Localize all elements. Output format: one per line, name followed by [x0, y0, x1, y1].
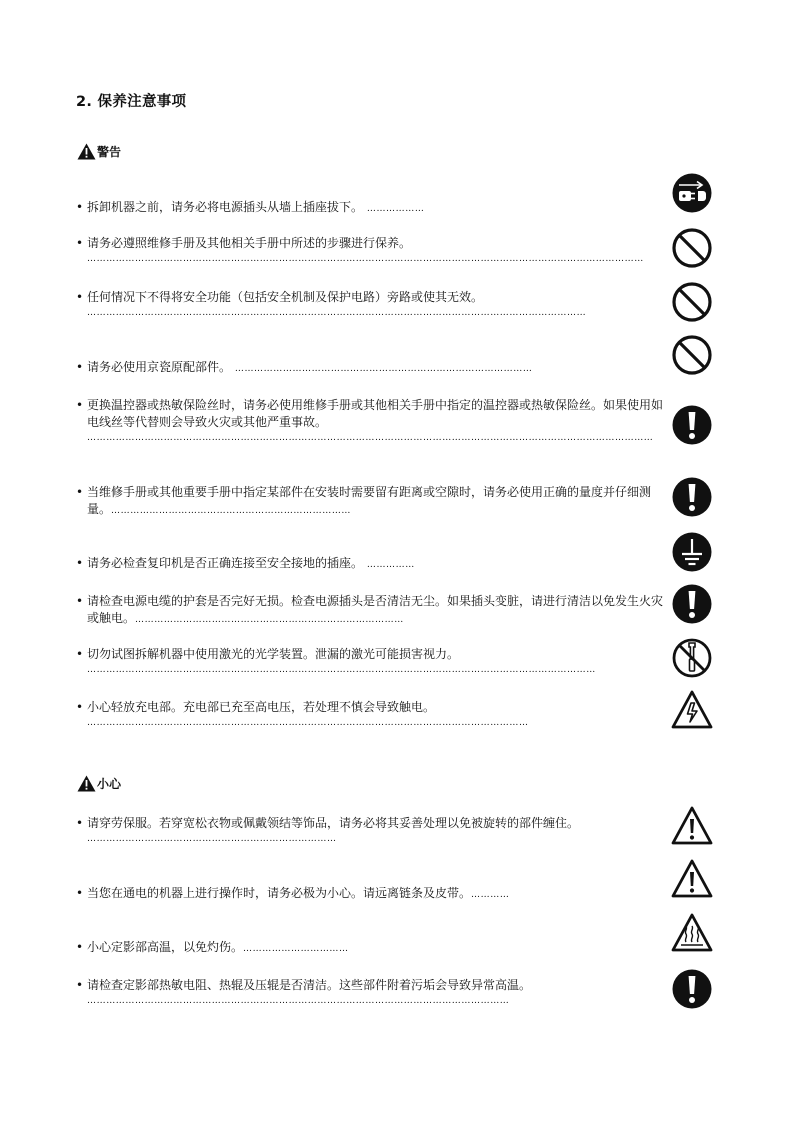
warning-item — [76, 646, 666, 680]
caution-item — [76, 885, 666, 904]
item-text: 当您在通电的机器上进行操作时，请务必极为小心。请远离链条及皮带。 — [87, 886, 472, 900]
leader-dots: ………… — [471, 890, 510, 900]
bullet: • — [76, 886, 84, 900]
leader-dots: …………… — [366, 560, 415, 570]
item-text: 请穿劳保服。若穿宽松衣物或佩戴领结等饰品，请务必将其妥善处理以免被旋转的部件缠住。 — [87, 816, 580, 830]
warning-item — [76, 359, 666, 378]
caution-icon — [671, 805, 713, 847]
mandatory-icon — [671, 583, 713, 625]
mandatory-icon — [671, 476, 713, 518]
bullet: • — [76, 594, 84, 608]
bullet: • — [76, 290, 84, 304]
bullet: • — [76, 398, 84, 412]
item-text: 请务必检查复印机是否正确连接至安全接地的插座。 — [87, 556, 364, 570]
no-disassembly-icon — [671, 637, 713, 679]
ground-icon — [671, 531, 713, 573]
warning-item — [76, 235, 666, 269]
warning-heading — [77, 143, 121, 160]
leader-dots: ………………………………………………………………… — [111, 506, 352, 516]
item-text: 请务必使用京瓷原配部件。 — [87, 360, 232, 374]
item-text: 请检查电源电缆的护套是否完好无损。检查电源插头是否清洁无尘。如果插头变脏，请进行清洁以免发生火灾或触电。 — [87, 594, 664, 625]
unplug-icon — [671, 172, 713, 214]
warning-item — [76, 593, 666, 629]
caution-heading — [77, 775, 121, 792]
item-text: 当维修手册或其他重要手册中指定某部件在安装时需要留有距离或空隙时，请务必使用正确的量度并仔细测量。 — [87, 485, 652, 516]
item-text: 小心定影部高温，以免灼伤。 — [87, 940, 244, 954]
item-text: 拆卸机器之前，请务必将电源插头从墙上插座拔下。 — [87, 200, 364, 214]
bullet: • — [76, 700, 84, 714]
leader-dots: ………………………………………………………………………………………………………………………… — [87, 718, 529, 728]
prohibited-icon — [671, 334, 713, 376]
hot-surface-icon — [671, 912, 713, 954]
leader-dots: ………………………………………………………………………… — [135, 615, 404, 625]
bullet: • — [76, 556, 84, 570]
leader-dots: ………………………………………………………………………………………………………………………………………… — [87, 308, 587, 318]
warning-triangle-icon — [77, 143, 96, 160]
caution-item — [76, 977, 666, 1011]
bullet: • — [76, 940, 84, 954]
caution-icon — [671, 858, 713, 900]
leader-dots: …………………………………………………………………………………………………………………………………………… — [87, 665, 596, 675]
warning-heading-label: 警告 — [97, 145, 122, 159]
warning-item — [76, 397, 666, 448]
leader-dots: ……………… — [366, 204, 425, 214]
bullet: • — [76, 978, 84, 992]
caution-triangle-icon — [77, 775, 96, 792]
mandatory-icon — [671, 404, 713, 446]
warning-item — [76, 289, 666, 323]
leader-dots: …………………………… — [243, 944, 349, 954]
bullet: • — [76, 816, 84, 830]
caution-item — [76, 939, 666, 958]
prohibited-icon — [671, 227, 713, 269]
leader-dots: ………………………………………………………………………………………………………………………………………………………… — [87, 254, 644, 264]
item-text: 任何情况下不得将安全功能（包括安全机制及保护电路）旁路或使其无效。 — [87, 290, 484, 304]
mandatory-icon — [671, 968, 713, 1010]
item-text: 更换温控器或热敏保险丝时，请务必使用维修手册或其他相关手册中指定的温控器或热敏保险丝。如果使用如电线丝等代替则会导致火灾或其他严重事故。 — [87, 398, 664, 429]
leader-dots: …………………………………………………………………… — [87, 834, 337, 844]
caution-heading-label: 小心 — [97, 777, 122, 791]
warning-item — [76, 199, 666, 218]
bullet: • — [76, 200, 84, 214]
electric-shock-icon — [671, 689, 713, 731]
warning-item — [76, 555, 666, 574]
item-text: 请务必遵照维修手册及其他相关手册中所述的步骤进行保养。 — [87, 236, 412, 250]
item-text: 请检查定影部热敏电阻、热辊及压辊是否清洁。这些部件附着污垢会导致异常高温。 — [87, 978, 532, 992]
prohibited-icon — [671, 281, 713, 323]
page-title: 2. 保养注意事项 — [76, 94, 187, 110]
bullet: • — [76, 360, 84, 374]
bullet: • — [76, 485, 84, 499]
warning-item — [76, 484, 666, 520]
item-text: 切勿试图拆解机器中使用激光的光学装置。泄漏的激光可能损害视力。 — [87, 647, 460, 661]
leader-dots: ………………………………………………………………………………… — [234, 364, 533, 374]
item-text: 小心轻放充电部。充电部已充至高电压，若处理不慎会导致触电。 — [87, 700, 436, 714]
bullet: • — [76, 236, 84, 250]
bullet: • — [76, 647, 84, 661]
leader-dots: …………………………………………………………………………………………………………………… — [87, 996, 510, 1006]
warning-item — [76, 699, 666, 733]
leader-dots: …………………………………………………………………………………………………………………………………………………………… — [87, 433, 654, 443]
caution-item — [76, 815, 666, 849]
